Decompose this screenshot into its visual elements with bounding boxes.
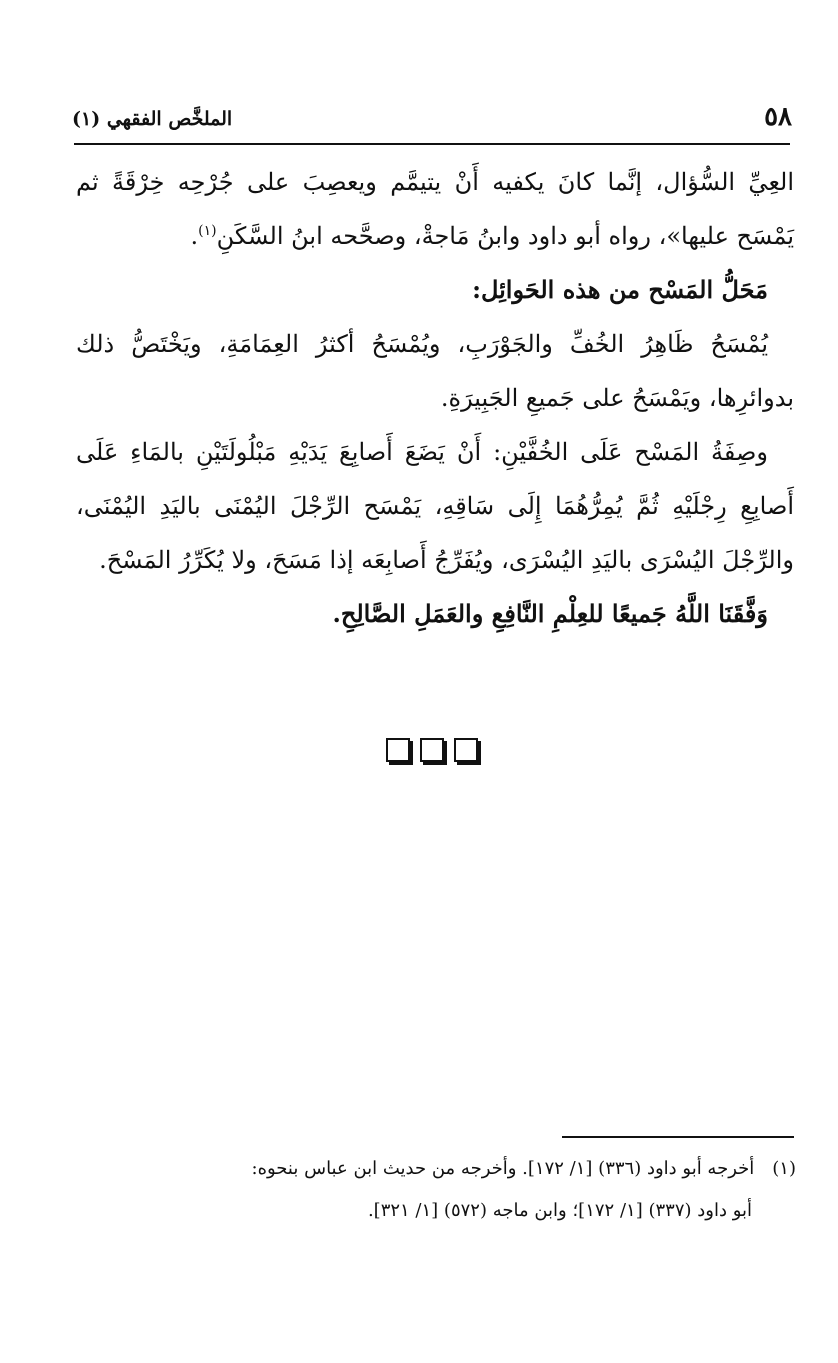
box-ornament-icon	[386, 738, 410, 762]
footnote-number: (١)	[772, 1158, 796, 1179]
box-ornament-icon	[454, 738, 478, 762]
paragraph-opening-end: .	[190, 222, 199, 250]
box-ornament-icon	[420, 738, 444, 762]
running-title: الملخَّص الفقهي (١)	[72, 108, 233, 130]
header-divider	[74, 143, 790, 145]
paragraph-method: وصِفَةُ المَسْح عَلَى الخُفَّيْنِ: أَنْ يَضَعَ أَصابِعَ يَدَيْهِ مَبْلُولَتَيْنِ بالمَاءِ عَلَى أَصابِعِ رِجْلَيْهِ ثُمَّ يُمِرُّهُمَا إِلَى سَاقِهِ، يَمْسَح الرِّجْلَ اليُمْنَى باليَدِ اليُمْنَى، والرِّجْلَ اليُسْرَى باليَدِ اليُسْرَى، ويُفَرِّجُ أَصابِعَه إذا مَسَحَ، ولا يُكَرِّرُ المَسْحَ.	[76, 438, 794, 574]
footnote-divider	[562, 1136, 794, 1138]
closing-prayer: وَفَّقَنَا اللَّهُ جَميعًا للعِلْمِ النَّافِعِ والعَمَلِ الصَّالِحِ.	[332, 599, 768, 628]
footnote-reference: (١)	[198, 223, 217, 239]
main-text	[76, 155, 794, 641]
footnote-line	[80, 1148, 796, 1190]
paragraph-places: يُمْسَحُ ظَاهِرُ الخُفِّ والجَوْرَبِ، ويُمْسَحُ أكثرُ العِمَامَةِ، ويَخْتَصُّ ذلك بدوائرِها، ويَمْسَحُ على جَميعِ الجَبِيرَةِ.	[76, 330, 794, 412]
section-heading: مَحَلُّ المَسْح من هذه الحَوائِل:	[472, 275, 768, 304]
section-end-ornament	[386, 738, 496, 764]
footnote-line-continued: أبو داود (٣٣٧) [١/ ١٧٢]؛ وابن ماجه (٥٧٢) [١/ ٣٢١].	[367, 1200, 752, 1221]
paragraph-opening-text: العِيِّ السُّؤال، إنَّما كانَ يكفيه أَنْ يتيمَّم ويعصِبَ على جُرْحِه خِرْقَةً ثم يَمْسَح عليها»، رواه أبو داود وابنُ مَاجةْ، وصحَّحه ابنُ السَّكَنِ	[76, 168, 794, 250]
page-number: ٥٨	[764, 102, 792, 132]
footnotes	[80, 1148, 796, 1232]
paragraph-opening	[76, 155, 794, 263]
footnote-text: أخرجه أبو داود (٣٣٦) [١/ ١٧٢]. وأخرجه من حديث ابن عباس بنحوه:	[251, 1158, 755, 1179]
page-header	[72, 100, 792, 140]
